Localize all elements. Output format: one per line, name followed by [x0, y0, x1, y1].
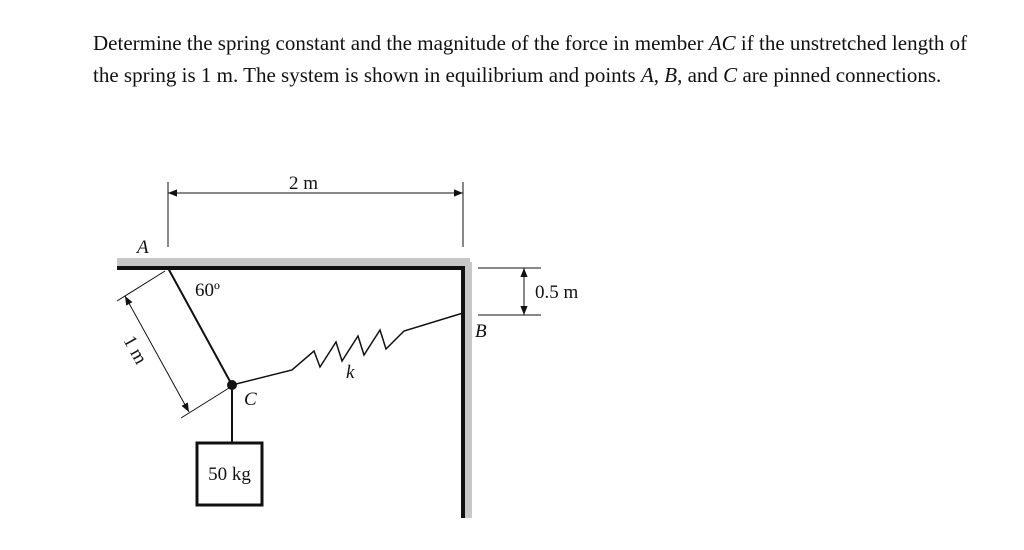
- label-angle: 60º: [195, 280, 220, 301]
- dimension-0-5m: [478, 268, 541, 315]
- problem-text-3: ,: [653, 63, 665, 87]
- problem-ref-b: B: [664, 63, 678, 87]
- ceiling-shade: [117, 258, 470, 267]
- dimension-1m-ext-top: [117, 271, 165, 301]
- label-dim-vertical: 0.5 m: [535, 282, 579, 303]
- label-point-a: A: [137, 237, 149, 258]
- problem-text-4: , and: [677, 63, 724, 87]
- problem-text-2: if the unstretched length of the spring is 1 m. The system is shown in equilibrium and points: [93, 31, 968, 87]
- problem-ref-c: C: [723, 63, 738, 87]
- dimension-1m-ext-bottom: [181, 388, 229, 418]
- label-spring-k: k: [346, 362, 355, 383]
- problem-ref-ac: AC: [708, 31, 736, 55]
- label-point-c: C: [244, 389, 257, 410]
- problem-ref-a: A: [640, 63, 654, 87]
- support-frame: [117, 258, 472, 518]
- pin-c: [227, 380, 237, 390]
- label-dim-horizontal: 2 m: [289, 173, 319, 194]
- problem-text-1: Determine the spring constant and the magnitude of the force in member: [93, 31, 709, 55]
- label-point-b: B: [475, 321, 487, 342]
- label-dim-member: 1 m: [118, 332, 152, 368]
- label-mass: 50 kg: [208, 464, 251, 485]
- problem-text-5: are pinned connections.: [737, 63, 942, 87]
